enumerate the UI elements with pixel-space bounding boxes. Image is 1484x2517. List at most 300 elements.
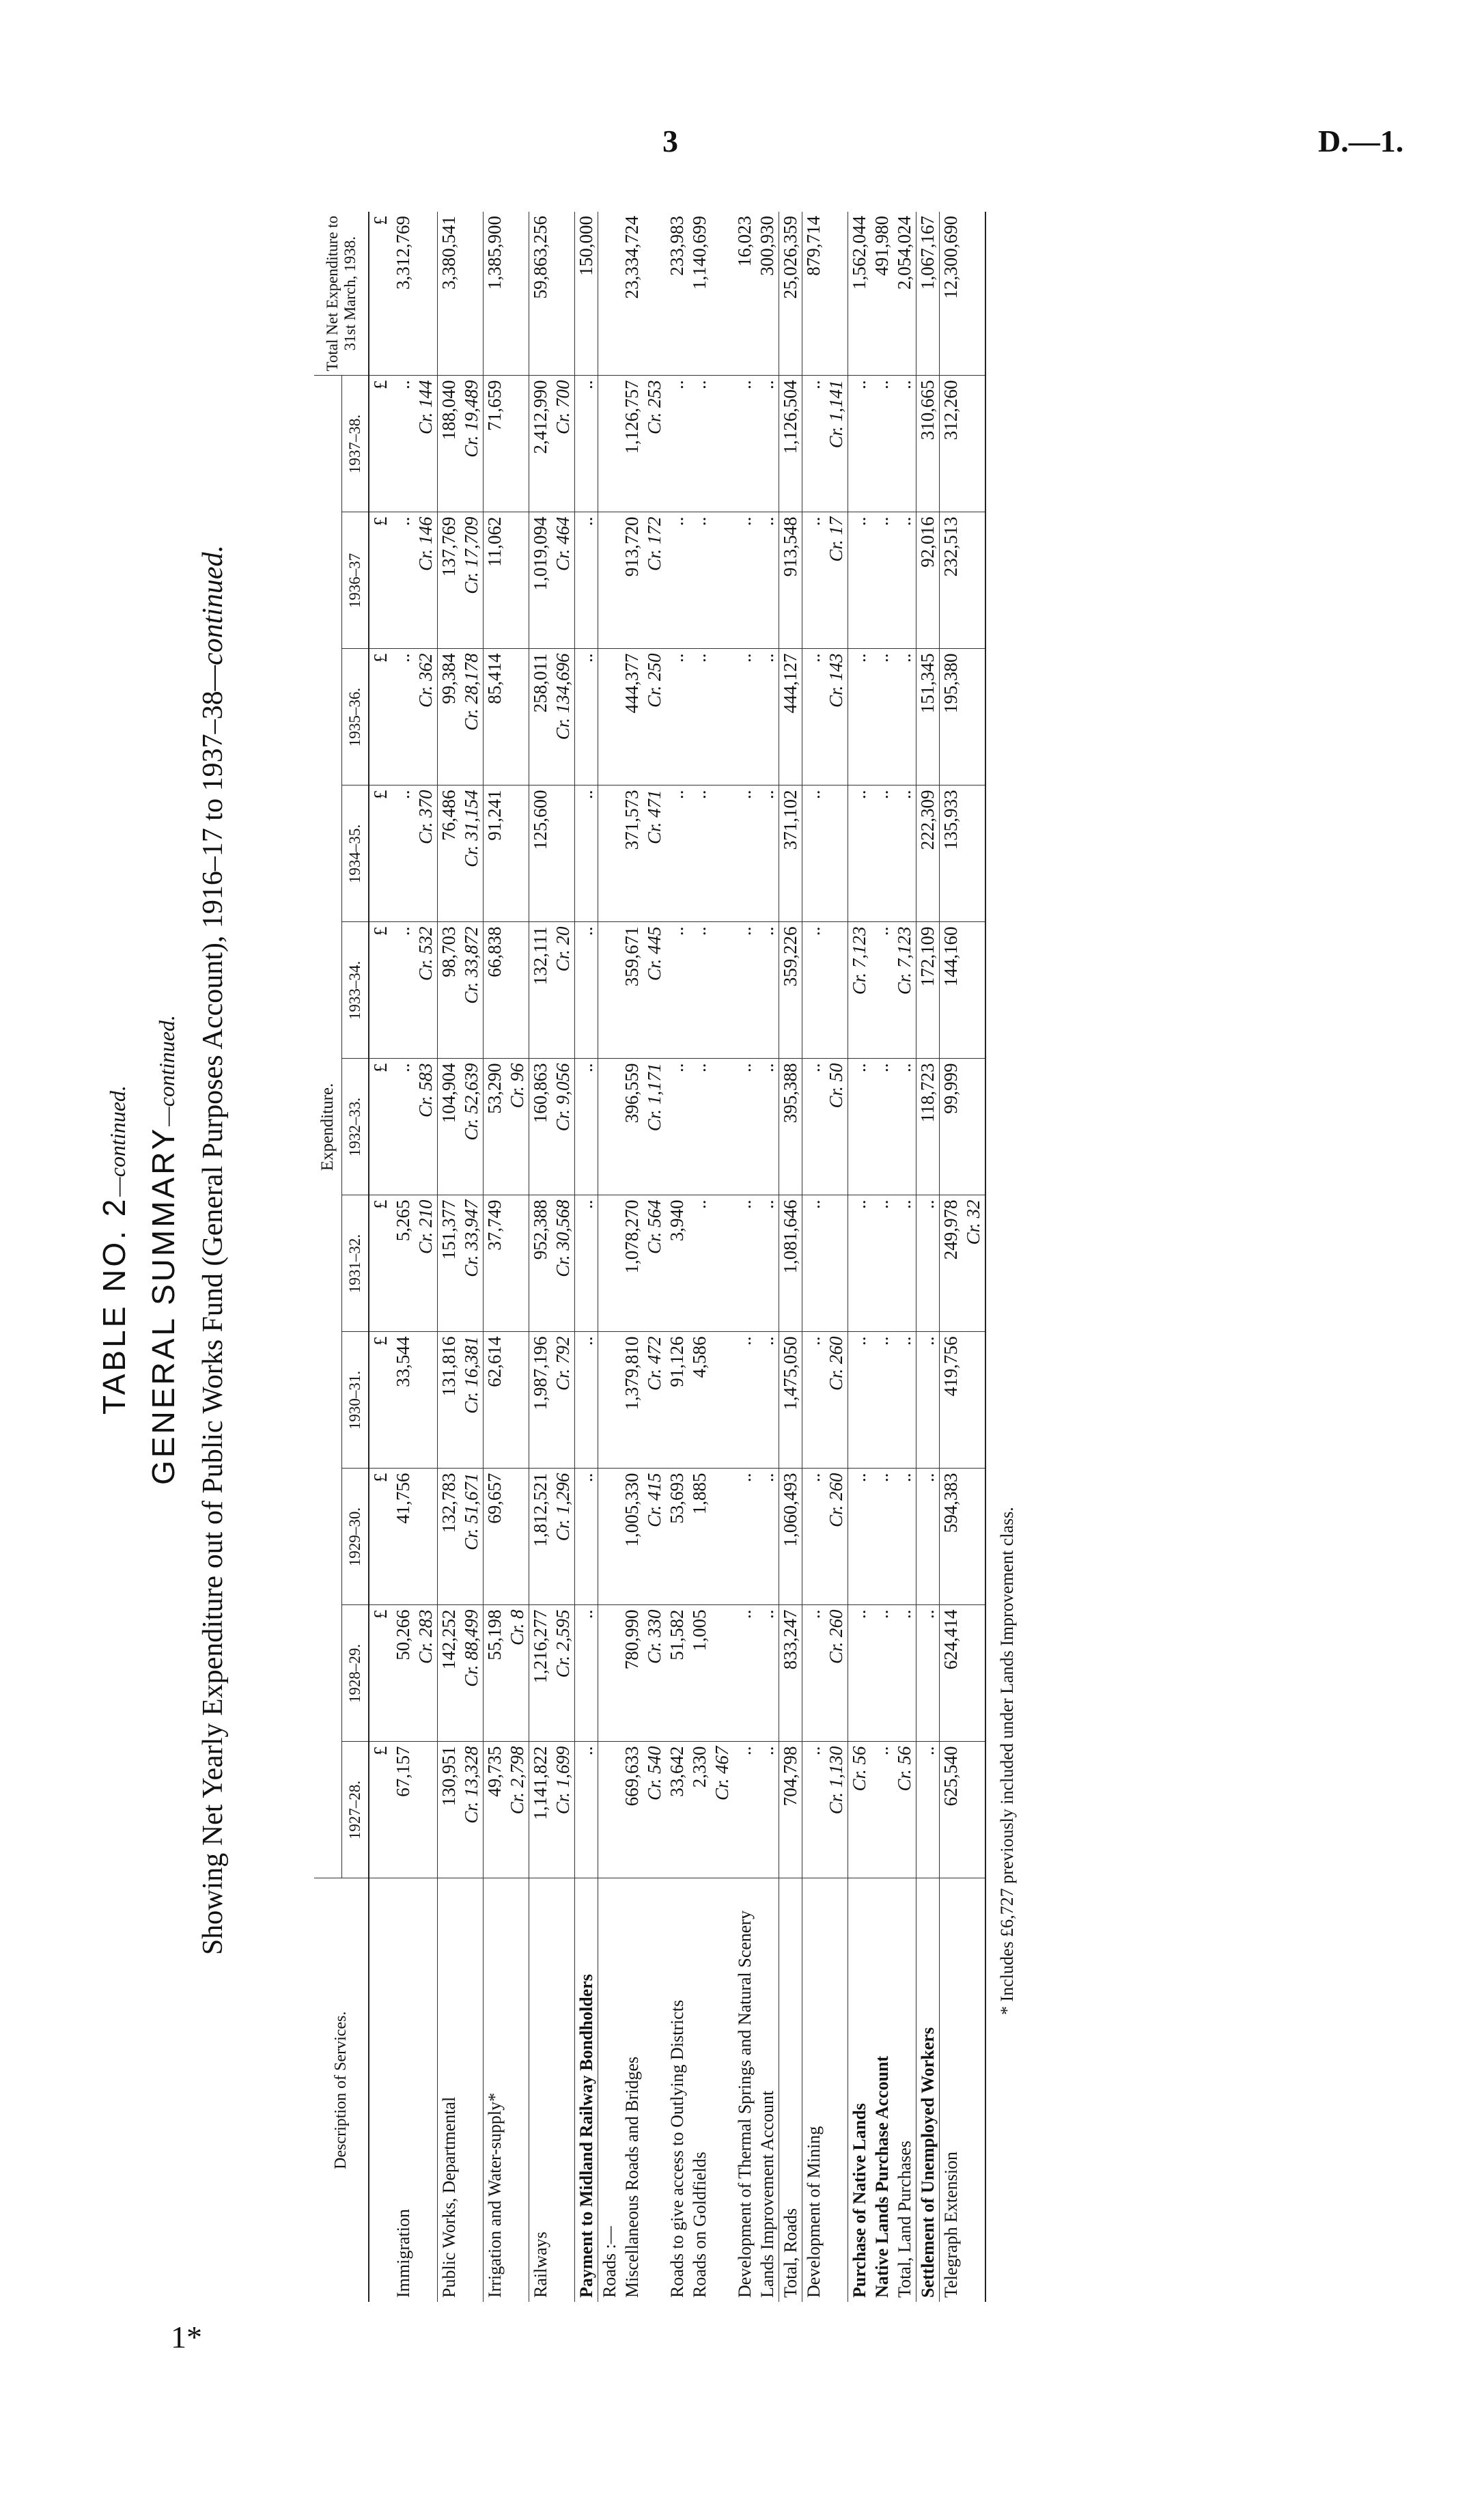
expenditure-cell: 444,127 xyxy=(779,649,802,785)
expenditure-cell: 132,783 xyxy=(438,1469,461,1605)
expenditure-cell xyxy=(506,1195,529,1332)
expenditure-cell: Cr. 415 xyxy=(643,1469,666,1605)
expenditure-cell: .. xyxy=(733,1469,756,1605)
expenditure-cell xyxy=(598,1605,621,1742)
total-cell: 233,983 xyxy=(666,212,688,376)
expenditure-cell xyxy=(825,785,848,922)
expenditure-cell: 135,933 xyxy=(940,785,963,922)
expenditure-cell: Cr. 50 xyxy=(825,1059,848,1195)
expenditure-cell: Cr. 471 xyxy=(643,785,666,922)
expenditure-cell: Cr. 33,872 xyxy=(460,922,484,1059)
expenditure-cell: 2,330 xyxy=(688,1742,711,1878)
expenditure-cell: Cr. 792 xyxy=(552,1332,575,1469)
expenditure-cell: .. xyxy=(733,1605,756,1742)
expenditure-cell: 160,863 xyxy=(529,1059,552,1195)
expenditure-cell: .. xyxy=(392,1059,415,1195)
table-row xyxy=(688,212,711,2302)
service-label: Roads :— xyxy=(598,1878,621,2302)
year-column-header: 1937–38. xyxy=(342,376,369,512)
expenditure-cell: 98,703 xyxy=(438,922,461,1059)
expenditure-cell: Cr. 210 xyxy=(415,1195,438,1332)
expenditure-cell: 55,198 xyxy=(484,1605,507,1742)
rotated-table-sheet xyxy=(89,198,1318,2302)
expenditure-cell xyxy=(598,1332,621,1469)
expenditure-cell: 104,904 xyxy=(438,1059,461,1195)
expenditure-cell: .. xyxy=(848,1332,871,1469)
service-label: Development of Thermal Springs and Natural Scenery xyxy=(735,1910,755,2298)
expenditure-cell: Cr. 472 xyxy=(643,1332,666,1469)
expenditure-cell xyxy=(962,1332,985,1469)
expenditure-cell: Cr. 362 xyxy=(415,649,438,785)
expenditure-cell: .. xyxy=(916,1742,940,1878)
footnote: * Includes £6,727 previously included under Lands Improvement class. xyxy=(997,1507,1017,2015)
table-caption: Showing Net Yearly Expenditure out of Public Works Fund (General Purposes Account), 1916–17 to 1937–38—continued. xyxy=(197,544,229,1956)
expenditure-cell: .. xyxy=(802,1742,826,1878)
expenditure-cell: .. xyxy=(916,1605,940,1742)
service-label xyxy=(415,1878,438,2302)
expenditure-cell: .. xyxy=(733,785,756,922)
expenditure-cell: 1,019,094 xyxy=(529,512,552,649)
expenditure-cell: 195,380 xyxy=(940,649,963,785)
expenditure-cell: 669,633 xyxy=(621,1742,643,1878)
expenditure-cell: £ xyxy=(369,922,392,1059)
expenditure-cell: .. xyxy=(802,1332,826,1469)
expenditure-cell: 312,260 xyxy=(940,376,963,512)
expenditure-cell: .. xyxy=(802,649,826,785)
service-label: Roads on Goldfields xyxy=(690,2152,710,2298)
expenditure-cell xyxy=(962,1605,985,1742)
expenditure-cell: Cr. 1,171 xyxy=(643,1059,666,1195)
expenditure-cell: .. xyxy=(756,1332,779,1469)
service-label: Settlement of Unemployed Workers xyxy=(916,1878,940,2302)
expenditure-cell: .. xyxy=(575,1332,598,1469)
expenditure-cell: .. xyxy=(802,1195,826,1332)
expenditure-cell: .. xyxy=(756,649,779,785)
expenditure-cell: Cr. 17 xyxy=(825,512,848,649)
expenditure-cell: Cr. 2,595 xyxy=(552,1605,575,1742)
expenditure-cell: .. xyxy=(392,512,415,649)
expenditure-cell: Cr. 144 xyxy=(415,376,438,512)
expenditure-cell: .. xyxy=(802,376,826,512)
expenditure-cell xyxy=(962,512,985,649)
expenditure-cell: Cr. 330 xyxy=(643,1605,666,1742)
year-column-header: 1936–37 xyxy=(342,512,369,649)
expenditure-cell: Cr. 52,639 xyxy=(460,1059,484,1195)
table-row xyxy=(506,212,529,2302)
expenditure-cell xyxy=(825,922,848,1059)
expenditure-cell: .. xyxy=(871,1332,893,1469)
total-cell: 1,067,167 xyxy=(916,212,940,376)
total-cell: 12,300,690 xyxy=(940,212,963,376)
year-column-header: 1928–29. xyxy=(342,1605,369,1742)
expenditure-cell: Cr. 134,696 xyxy=(552,649,575,785)
expenditure-cell: .. xyxy=(893,1195,916,1332)
expenditure-cell: Cr. 88,499 xyxy=(460,1605,484,1742)
expenditure-cell xyxy=(552,785,575,922)
expenditure-cell: .. xyxy=(871,376,893,512)
service-label xyxy=(962,1878,985,2302)
expenditure-cell: Cr. 2,798 xyxy=(506,1742,529,1878)
expenditure-cell: 188,040 xyxy=(438,376,461,512)
total-cell: 23,334,724 xyxy=(621,212,643,376)
expenditure-cell: 118,723 xyxy=(916,1059,940,1195)
expenditure-cell: Cr. 253 xyxy=(643,376,666,512)
footer-mark: 1* xyxy=(171,2320,202,2354)
expenditure-cell xyxy=(506,785,529,922)
expenditure-cell: 833,247 xyxy=(779,1605,802,1742)
expenditure-cell: 91,126 xyxy=(666,1332,688,1469)
expenditure-cell: £ xyxy=(369,376,392,512)
expenditure-cell: .. xyxy=(802,512,826,649)
expenditure-cell: .. xyxy=(893,1332,916,1469)
expenditure-cell: 4,586 xyxy=(688,1332,711,1469)
expenditure-cell: Cr. 96 xyxy=(506,1059,529,1195)
total-cell xyxy=(643,212,666,376)
total-cell: 2,054,024 xyxy=(893,212,916,376)
expenditure-cell: 53,693 xyxy=(666,1469,688,1605)
expenditure-cell: 444,377 xyxy=(621,649,643,785)
table-row xyxy=(552,212,575,2302)
total-cell: 25,026,359 xyxy=(779,212,802,376)
expenditure-cell: .. xyxy=(733,922,756,1059)
total-cell: 3,380,541 xyxy=(438,212,461,376)
expenditure-cell: Cr. 56 xyxy=(893,1742,916,1878)
expenditure-cell xyxy=(962,1469,985,1605)
expenditure-cell: .. xyxy=(871,1195,893,1332)
expenditure-cell: 142,252 xyxy=(438,1605,461,1742)
service-label xyxy=(506,1878,529,2302)
expenditure-cell: 232,513 xyxy=(940,512,963,649)
service-label: Irrigation and Water-supply* xyxy=(484,1878,507,2302)
expenditure-cell: 1,081,646 xyxy=(779,1195,802,1332)
expenditure-cell: .. xyxy=(802,785,826,922)
service-label: Telegraph Extension xyxy=(940,1878,963,2302)
expenditure-cell: Cr. 32 xyxy=(962,1195,985,1332)
service-label: Railways xyxy=(529,1878,552,2302)
expenditure-cell: .. xyxy=(666,512,688,649)
year-column-header: 1932–33. xyxy=(342,1059,369,1195)
expenditure-cell xyxy=(598,922,621,1059)
expenditure-cell: 258,011 xyxy=(529,649,552,785)
expenditure-cell: £ xyxy=(369,512,392,649)
expenditure-cell: .. xyxy=(575,376,598,512)
expenditure-cell: Cr. 143 xyxy=(825,649,848,785)
expenditure-cell: .. xyxy=(848,649,871,785)
expenditure-cell xyxy=(506,1332,529,1469)
table-row xyxy=(575,212,598,2302)
expenditure-cell: Cr. 260 xyxy=(825,1469,848,1605)
service-label xyxy=(460,1878,484,2302)
expenditure-cell: .. xyxy=(802,1059,826,1195)
expenditure-cell: 913,720 xyxy=(621,512,643,649)
expenditure-cell: 33,642 xyxy=(666,1742,688,1878)
expenditure-cell: 69,657 xyxy=(484,1469,507,1605)
summary-heading: GENERAL SUMMARY—continued. xyxy=(145,1015,181,1485)
expenditure-cell: .. xyxy=(893,1469,916,1605)
expenditure-cell: .. xyxy=(733,512,756,649)
expenditure-cell xyxy=(711,1195,733,1332)
expenditure-cell: Cr. 467 xyxy=(711,1742,733,1878)
expenditure-cell: Cr. 8 xyxy=(506,1605,529,1742)
expenditure-cell: .. xyxy=(575,785,598,922)
expenditure-cell: 5,265 xyxy=(392,1195,415,1332)
expenditure-cell: .. xyxy=(688,922,711,1059)
expenditure-cell: Cr. 17,709 xyxy=(460,512,484,649)
expenditure-cell: .. xyxy=(392,922,415,1059)
total-cell xyxy=(962,212,985,376)
expenditure-cell: .. xyxy=(916,1332,940,1469)
expenditure-cell xyxy=(962,922,985,1059)
expenditure-cell xyxy=(598,376,621,512)
expenditure-cell: 2,412,990 xyxy=(529,376,552,512)
expenditure-cell xyxy=(711,512,733,649)
expenditure-cell: £ xyxy=(369,785,392,922)
expenditure-cell: Cr. 16,381 xyxy=(460,1332,484,1469)
expenditure-cell xyxy=(711,1469,733,1605)
expenditure-cell: .. xyxy=(848,1059,871,1195)
expenditure-cell: 151,345 xyxy=(916,649,940,785)
service-label: Total, Land Purchases xyxy=(895,2141,914,2298)
expenditure-cell: .. xyxy=(871,649,893,785)
expenditure-cell: 913,548 xyxy=(779,512,802,649)
expenditure-cell: .. xyxy=(392,376,415,512)
expenditure-cell: £ xyxy=(369,1332,392,1469)
document-code: D.—1. xyxy=(1318,124,1404,158)
expenditure-cell xyxy=(506,1469,529,1605)
expenditure-cell: 51,582 xyxy=(666,1605,688,1742)
expenditure-cell: .. xyxy=(688,1059,711,1195)
expenditure-cell: 132,111 xyxy=(529,922,552,1059)
expenditure-cell: .. xyxy=(802,922,826,1059)
expenditure-cell: .. xyxy=(871,1605,893,1742)
expenditure-cell: Cr. 260 xyxy=(825,1332,848,1469)
expenditure-cell: .. xyxy=(756,785,779,922)
total-cell: 1,385,900 xyxy=(484,212,507,376)
year-column-header: 1927–28. xyxy=(342,1742,369,1878)
expenditure-cell xyxy=(711,785,733,922)
expenditure-cell: 1,141,822 xyxy=(529,1742,552,1878)
table-row xyxy=(756,212,779,2302)
expenditure-cell: Cr. 540 xyxy=(643,1742,666,1878)
expenditure-cell: 62,614 xyxy=(484,1332,507,1469)
expenditure-cell xyxy=(962,1059,985,1195)
total-column-header: Total Net Expenditure to 31st March, 1938. xyxy=(314,212,369,376)
expenditure-cell: £ xyxy=(369,1605,392,1742)
expenditure-cell: 359,226 xyxy=(779,922,802,1059)
expenditure-cell: .. xyxy=(756,922,779,1059)
expenditure-cell xyxy=(506,512,529,649)
expenditure-cell: .. xyxy=(733,649,756,785)
service-label: Public Works, Departmental xyxy=(438,1878,461,2302)
expenditure-cell: 395,388 xyxy=(779,1059,802,1195)
expenditure-cell: .. xyxy=(688,785,711,922)
expenditure-cell: .. xyxy=(575,1469,598,1605)
expenditure-cell: Cr. 1,141 xyxy=(825,376,848,512)
expenditure-cell: .. xyxy=(871,1059,893,1195)
expenditure-cell: Cr. 31,154 xyxy=(460,785,484,922)
page-number: 3 xyxy=(662,124,678,158)
expenditure-cell xyxy=(415,1469,438,1605)
expenditure-cell: .. xyxy=(733,1332,756,1469)
expenditure-cell: .. xyxy=(756,376,779,512)
expenditure-cell xyxy=(711,376,733,512)
expenditure-cell: 952,388 xyxy=(529,1195,552,1332)
expenditure-cell: .. xyxy=(666,785,688,922)
expenditure-cell xyxy=(825,1195,848,1332)
expenditure-cell: Cr. 33,947 xyxy=(460,1195,484,1332)
expenditure-cell: 99,384 xyxy=(438,649,461,785)
expenditure-cell: .. xyxy=(666,376,688,512)
total-cell: 3,312,769 xyxy=(392,212,415,376)
table-row xyxy=(848,212,871,2302)
expenditure-cell: Cr. 9,056 xyxy=(552,1059,575,1195)
expenditure-cell: 1,475,050 xyxy=(779,1332,802,1469)
expenditure-cell: Cr. 1,296 xyxy=(552,1469,575,1605)
service-label xyxy=(552,1878,575,2302)
service-label: Miscellaneous Roads and Bridges xyxy=(622,2056,642,2298)
expenditure-cell xyxy=(506,922,529,1059)
expenditure-cell: Cr. 28,178 xyxy=(460,649,484,785)
table-row xyxy=(802,212,826,2302)
expenditure-cell: 99,999 xyxy=(940,1059,963,1195)
expenditure-cell xyxy=(506,649,529,785)
expenditure-cell: .. xyxy=(893,376,916,512)
service-label: Purchase of Native Lands xyxy=(848,1878,871,2302)
expenditure-cell: Cr. 13,328 xyxy=(460,1742,484,1878)
total-cell: 879,714 xyxy=(802,212,826,376)
expenditure-cell: .. xyxy=(893,1059,916,1195)
service-label: Roads to give access to Outlying Districts xyxy=(667,1999,687,2298)
table-row xyxy=(871,212,893,2302)
table-row xyxy=(369,212,392,2302)
expenditure-cell: 419,756 xyxy=(940,1332,963,1469)
expenditure-cell: £ xyxy=(369,1195,392,1332)
expenditure-cell: Cr. 172 xyxy=(643,512,666,649)
expenditure-cell: .. xyxy=(871,1742,893,1878)
expenditure-cell: .. xyxy=(575,512,598,649)
expenditure-cell: .. xyxy=(802,1605,826,1742)
expenditure-cell: £ xyxy=(369,1742,392,1878)
expenditure-cell xyxy=(962,649,985,785)
title-block xyxy=(89,198,314,2302)
table-row xyxy=(438,212,461,2302)
table-row xyxy=(392,212,415,2302)
expenditure-cell: 1,005,330 xyxy=(621,1469,643,1605)
service-label: Lands Improvement Account xyxy=(757,2090,777,2298)
expenditure-cell: .. xyxy=(848,785,871,922)
expenditure-cell: 71,659 xyxy=(484,376,507,512)
expenditure-cell: 33,544 xyxy=(392,1332,415,1469)
table-row xyxy=(711,212,733,2302)
expenditure-cell: Cr. 1,699 xyxy=(552,1742,575,1878)
table-row xyxy=(484,212,507,2302)
expenditure-cell: 172,109 xyxy=(916,922,940,1059)
expenditure-cell: Cr. 7,123 xyxy=(848,922,871,1059)
expenditure-cell: .. xyxy=(666,922,688,1059)
total-cell xyxy=(552,212,575,376)
expenditure-cell xyxy=(415,1742,438,1878)
expenditure-cell: .. xyxy=(575,1195,598,1332)
expenditure-cell: .. xyxy=(893,512,916,649)
expenditure-cell: .. xyxy=(688,1195,711,1332)
expenditure-cell: 1,379,810 xyxy=(621,1332,643,1469)
expenditure-cell: 50,266 xyxy=(392,1605,415,1742)
expenditure-cell: Cr. 283 xyxy=(415,1605,438,1742)
total-cell: 300,930 xyxy=(756,212,779,376)
expenditure-cell: .. xyxy=(802,1469,826,1605)
expenditure-cell: 131,816 xyxy=(438,1332,461,1469)
expenditure-cell xyxy=(711,1605,733,1742)
expenditure-cell: Cr. 56 xyxy=(848,1742,871,1878)
table-row xyxy=(779,212,802,2302)
expenditure-cell: 37,749 xyxy=(484,1195,507,1332)
expenditure-cell: 92,016 xyxy=(916,512,940,649)
service-label xyxy=(825,1878,848,2302)
service-label xyxy=(711,1878,733,2302)
total-cell: 1,562,044 xyxy=(848,212,871,376)
total-cell: 16,023 xyxy=(733,212,756,376)
expenditure-cell: 125,600 xyxy=(529,785,552,922)
expenditure-cell: .. xyxy=(871,785,893,922)
expenditure-cell: 704,798 xyxy=(779,1742,802,1878)
expenditure-cell: 1,126,757 xyxy=(621,376,643,512)
expenditure-cell: 11,062 xyxy=(484,512,507,649)
expenditure-cell: .. xyxy=(871,512,893,649)
expenditure-table xyxy=(314,212,986,2302)
expenditure-cell: .. xyxy=(392,649,415,785)
expenditure-cell: .. xyxy=(848,1469,871,1605)
expenditure-cell xyxy=(962,785,985,922)
expenditure-cell xyxy=(598,512,621,649)
expenditure-cell: 144,160 xyxy=(940,922,963,1059)
expenditure-cell: 1,987,196 xyxy=(529,1332,552,1469)
expenditure-cell: .. xyxy=(916,1469,940,1605)
year-column-header: 1933–34. xyxy=(342,922,369,1059)
table-row xyxy=(460,212,484,2302)
total-cell xyxy=(598,212,621,376)
service-label: Development of Mining xyxy=(802,1878,826,2302)
year-column-header: 1935–36. xyxy=(342,649,369,785)
expenditure-cell: .. xyxy=(575,649,598,785)
expenditure-cell: 625,540 xyxy=(940,1742,963,1878)
expenditure-cell: 130,951 xyxy=(438,1742,461,1878)
expenditure-cell: 1,885 xyxy=(688,1469,711,1605)
service-label xyxy=(369,1878,392,2302)
expenditure-cell: .. xyxy=(666,649,688,785)
expenditure-cell: 1,005 xyxy=(688,1605,711,1742)
expenditure-cell: £ xyxy=(369,1059,392,1195)
expenditure-cell: 371,102 xyxy=(779,785,802,922)
expenditure-cell: Cr. 51,671 xyxy=(460,1469,484,1605)
expenditure-cell: 396,559 xyxy=(621,1059,643,1195)
table-row xyxy=(962,212,985,2302)
expenditure-cell xyxy=(598,649,621,785)
expenditure-cell: .. xyxy=(733,1742,756,1878)
table-row xyxy=(893,212,916,2302)
expenditure-cell: .. xyxy=(575,1742,598,1878)
expenditure-cell: 1,060,493 xyxy=(779,1469,802,1605)
expenditure-cell xyxy=(711,922,733,1059)
expenditure-cell: 624,414 xyxy=(940,1605,963,1742)
expenditure-cell: 49,735 xyxy=(484,1742,507,1878)
year-column-header: 1930–31. xyxy=(342,1332,369,1469)
expenditure-cell: .. xyxy=(848,1195,871,1332)
total-cell xyxy=(711,212,733,376)
total-cell: 59,863,256 xyxy=(529,212,552,376)
table-row xyxy=(825,212,848,2302)
expenditure-cell: 85,414 xyxy=(484,649,507,785)
expenditure-cell: Cr. 700 xyxy=(552,376,575,512)
